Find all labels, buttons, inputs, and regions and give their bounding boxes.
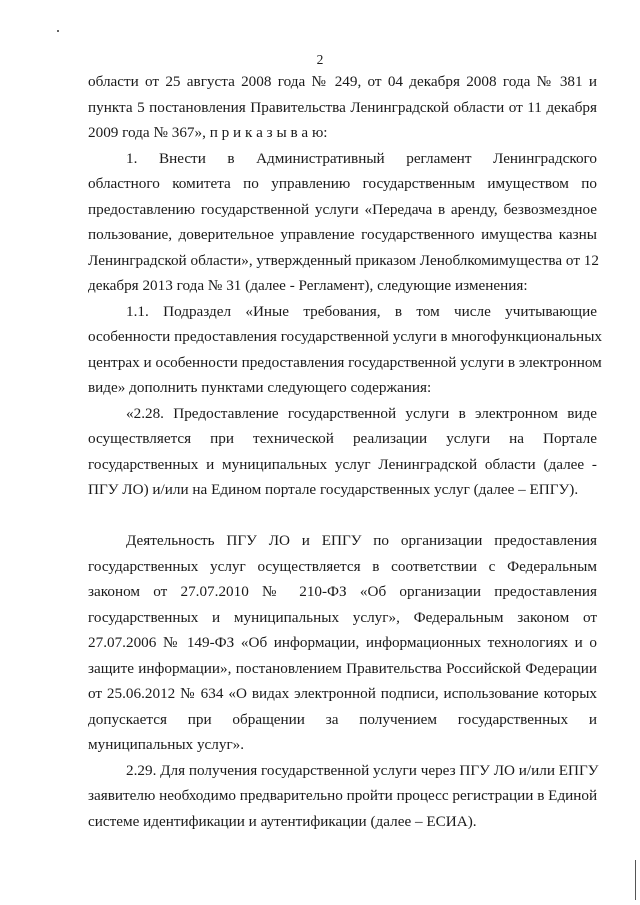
- text-line: декабря 2013 года № 31 (далее - Регламент), следующие изменения:: [88, 277, 528, 294]
- text-line: Ленинградской области», утвержденный приказом Леноблкомимущества от 12: [88, 251, 599, 269]
- text-line: пункта 5 постановления Правительства Ленинградской области от 11 декабря: [88, 98, 597, 116]
- text-line: системе идентификации и аутентификации (далее – ЕСИА).: [88, 812, 477, 830]
- text-line: государственных и муниципальных услуг Ленинградской области (далее -: [88, 455, 597, 473]
- document-body: [88, 69, 602, 834]
- scan-speck: [57, 30, 59, 32]
- text-line: Деятельность ПГУ ЛО и ЕПГУ по организации предоставления: [126, 532, 597, 549]
- text-line: центрах и особенности предоставления государственной услуги в электронном: [88, 353, 602, 371]
- text-line: осуществляется при технической реализации услуги на Портале: [88, 430, 597, 447]
- text-line: ПГУ ЛО) и/или на Едином портале государственных услуг (далее – ЕПГУ).: [88, 481, 579, 498]
- scan-edge-mark: [635, 860, 636, 900]
- text-line: особенности предоставления государственной услуги в многофункциональных: [88, 328, 602, 345]
- text-line: 2009 года № 367», п р и к а з ы в а ю:: [88, 124, 328, 141]
- text-line: предоставлению государственной услуги «Передача в аренду, безвозмездное: [88, 200, 597, 218]
- text-line: 1. Внести в Административный регламент Ленинградского: [126, 149, 597, 167]
- page-number: 2: [316, 52, 324, 67]
- text-line: [88, 503, 597, 529]
- text-line: виде» дополнить пунктами следующего содержания:: [88, 379, 432, 396]
- text-line: от 25.06.2012 № 634 «О видах электронной подписи, использование которых: [88, 685, 597, 702]
- text-line: областного комитета по управлению государственным имуществом по: [88, 175, 597, 192]
- text-line: 2.29. Для получения государственной услуги через ПГУ ЛО и/или ЕПГУ: [126, 761, 599, 779]
- text-line: пользование, доверительное управление государственного имущества казны: [88, 226, 597, 243]
- text-line: защите информации», постановлением Правительства Российской Федерации: [88, 659, 597, 677]
- text-line: «2.28. Предоставление государственной услуги в электронном виде: [126, 404, 597, 422]
- text-line: государственных услуг осуществляется в соответствии с Федеральным: [88, 557, 597, 575]
- text-line: допускается при обращении за получением государственных и: [88, 710, 597, 728]
- text-line: области от 25 августа 2008 года № 249, от 04 декабря 2008 года № 381 и: [88, 73, 597, 90]
- text-line: 27.07.2006 № 149-ФЗ «Об информации, информационных технологиях и о: [88, 634, 597, 651]
- text-line: законом от 27.07.2010 № 210-ФЗ «Об организации предоставления: [88, 583, 597, 600]
- text-line: государственных и муниципальных услуг», Федеральным законом от: [88, 608, 597, 626]
- text-line: заявителю необходимо предварительно пройти процесс регистрации в Единой: [88, 787, 598, 804]
- text-line: муниципальных услуг».: [88, 736, 245, 753]
- text-line: 1.1. Подраздел «Иные требования, в том числе учитывающие: [126, 302, 597, 320]
